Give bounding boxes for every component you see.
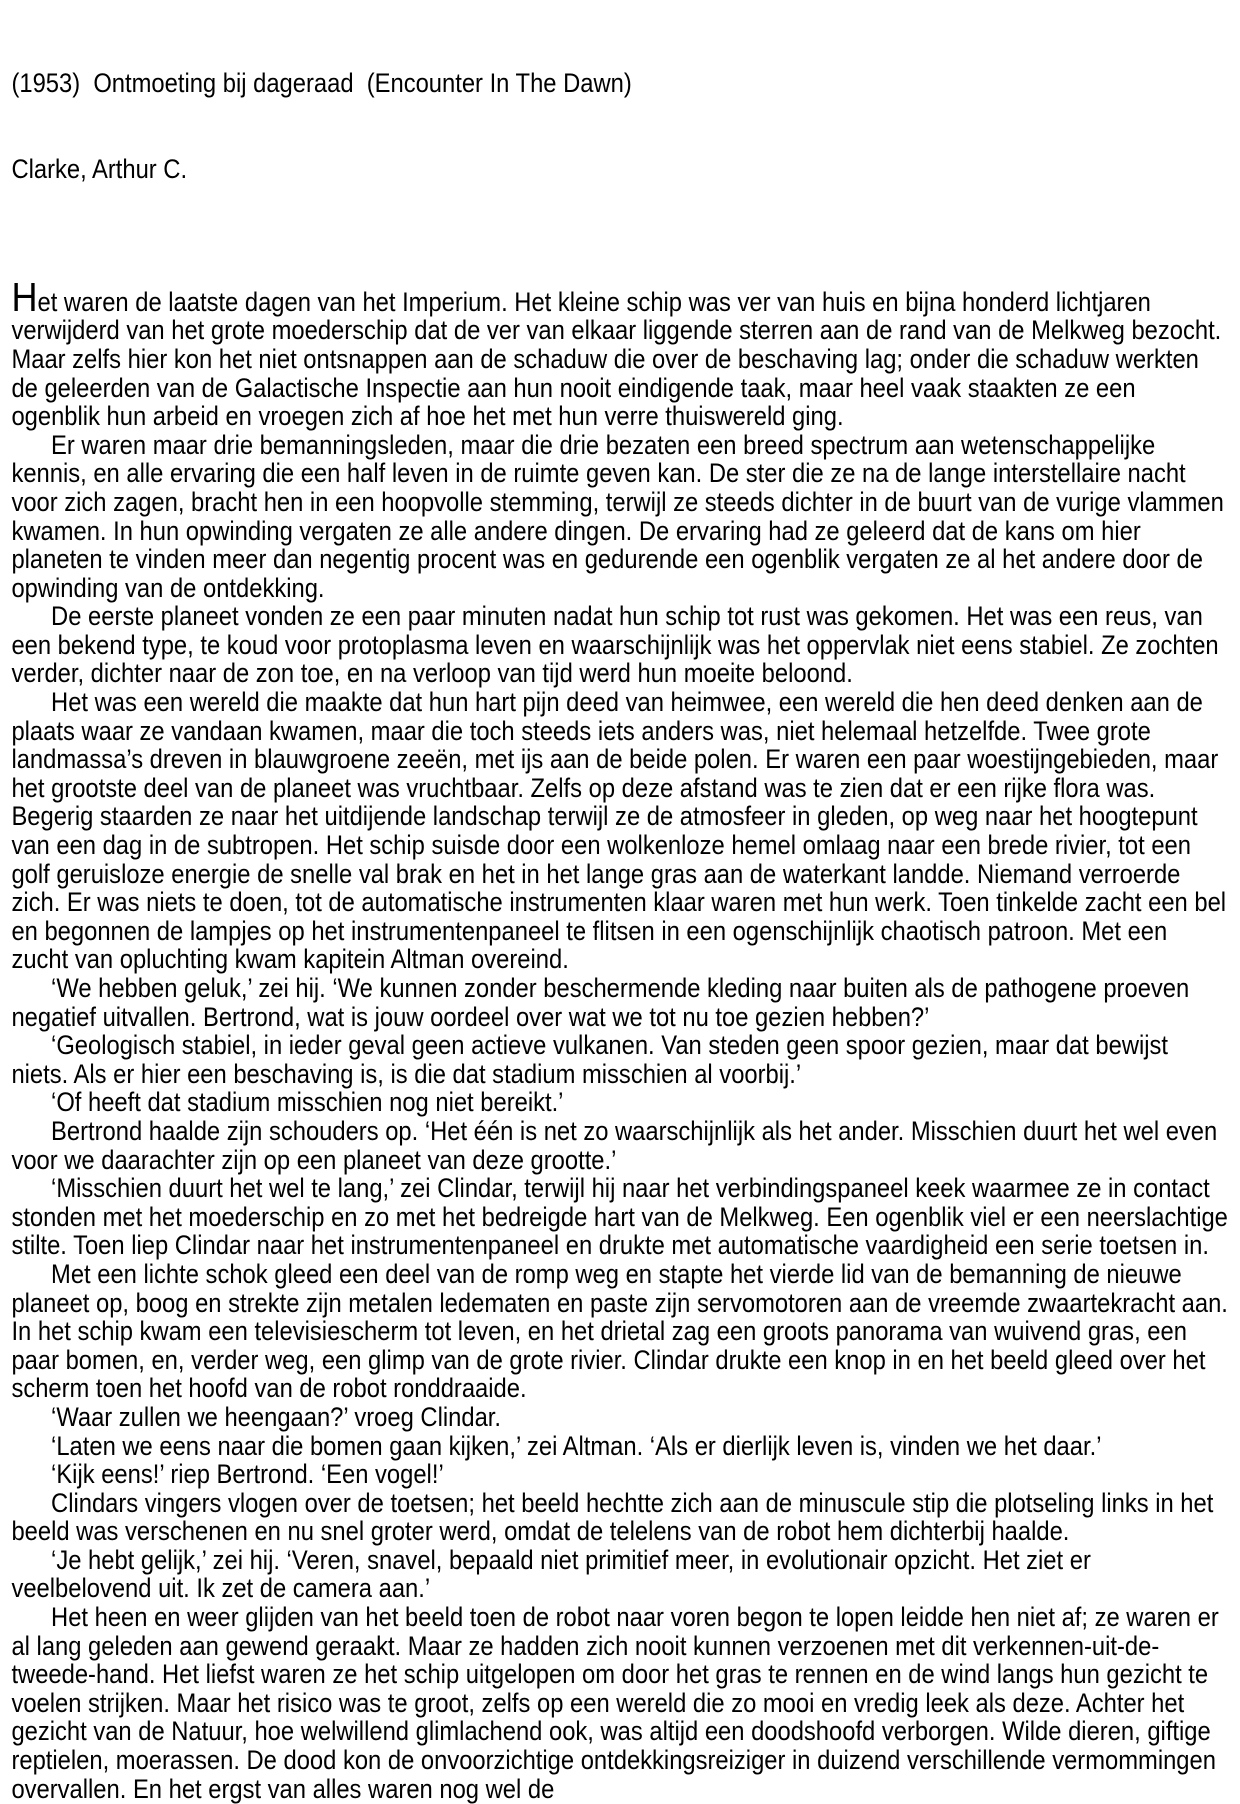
- paragraph-list: [11, 431, 1229, 1804]
- paragraph: Het was een wereld die maakte dat hun hart pijn deed van heimwee, een wereld die hen deed denken aan de plaats waar ze vandaan kwamen, maar die toch steeds iets anders was, niet helemaal hetzelfde. Twee grote landmassa’s dreven in blauwgroene zeeën, met ijs aan de beide polen. Er waren een paar woestijngebieden, maar het grootste deel van de planeet was vruchtbaar. Zelfs op deze afstand was te zien dat er een rijke flora was. Begerig staarden ze naar het uitdijende landschap terwijl ze de atmosfeer in gleden, op weg naar het hoogtepunt van een dag in de subtropen. Het schip suisde door een wolkenloze hemel omlaag naar een brede rivier, tot een golf geruisloze energie de snelle val brak en het in het lange gras aan de waterkant landde. Niemand verroerde zich. Er was niets te doen, tot de automatische instrumenten klaar waren met hun werk. Toen tinkelde zacht een bel en begonnen de lampjes op het instrumentenpaneel te flitsen in een ogenschijnlijk chaotisch patroon. Met een zucht van opluchting kwam kapitein Altman overeind.: [11, 687, 1227, 975]
- page-header: [11, 12, 1229, 241]
- paragraph: Het heen en weer glijden van het beeld toen de robot naar voren begon te lopen leidde hen niet af; ze waren er al lang geleden aan gewend geraakt. Maar ze hadden zich nooit kunnen verzoenen met dit verkennen-uit-de-tweede-hand. Het liefst waren ze het schip uitgelopen om door het gras te rennen en de wind langs hun gezicht te voelen strijken. Maar het risico was te groot, zelfs op een wereld die zo mooi en vredig leek als deze. Achter het gezicht van de Natuur, hoe welwillend glimlachend ook, was altijd een doodshoofd verborgen. Wilde dieren, giftige reptielen, moerassen. De dood kon de onvoorzichtige ontdekkingsreiziger in duizend verschillende vermommingen overvallen. En het ergst van alles waren nog wel de: [11, 1602, 1219, 1804]
- paragraph: Er waren maar drie bemanningsleden, maar die drie bezaten een breed spectrum aan wetenschappelijke kennis, en alle ervaring die een half leven in de ruimte geven kan. De ster die ze na de lange interstellaire nacht voor zich zagen, bracht hen in een hoopvolle stemming, terwijl ze steeds dichter in de buurt van de vurige vlammen kwamen. In hun opwinding vergaten ze alle andere dingen. De ervaring had ze geleerd dat de kans om hier planeten te vinden meer dan negentig procent was en gedurende een ogenblik vergaten ze al het andere door de opwinding van de ontdekking.: [11, 429, 1224, 603]
- paragraph: Bertrond haalde zijn schouders op. ‘Het één is net zo waarschijnlijk als het ander. Misschien duurt het wel even voor we daarachter zijn op een planeet van deze grootte.’: [11, 1115, 1218, 1175]
- paragraph: ‘Waar zullen we heengaan?’ vroeg Clindar.: [51, 1401, 501, 1432]
- paragraph: Clindars vingers vlogen over de toetsen; het beeld hechtte zich aan de minuscule stip die plotseling links in het beeld was verschenen en nu snel groter werd, omdat de telelens van de robot hem dichterbij haalde.: [11, 1487, 1214, 1547]
- paragraph: ‘Je hebt gelijk,’ zei hij. ‘Veren, snavel, bepaald niet primitief meer, in evolutionair opzicht. Het ziet er veelbelovend uit. Ik zet de camera aan.’: [11, 1544, 1091, 1604]
- title-line: (1953) Ontmoeting bij dageraad (Encounter In The Dawn): [11, 68, 632, 99]
- paragraph: ‘We hebben geluk,’ zei hij. ‘We kunnen zonder beschermende kleding naar buiten als de pathogene proeven negatief uitvallen. Bertrond, wat is jouw oordeel over wat we tot nu toe gezien hebben?’: [11, 973, 1190, 1032]
- paragraph: ‘Misschien duurt het wel te lang,’ zei Clindar, terwijl hij naar het verbindingspaneel keek waarmee ze in contact stonden met het moederschip en zo met het bedreigde hart van de Melkweg. Een ogenblik viel er een neerslachtige stilte. Toen liep Clindar naar het instrumentenpaneel en drukte met automatische vaardigheid een serie toetsen in.: [11, 1173, 1228, 1261]
- paragraph: Met een lichte schok gleed een deel van de romp weg en stapte het vierde lid van de bemanning de nieuwe planeet op, boog en strekte zijn metalen ledematen en paste zijn servomotoren aan de vreemde zwaartekracht aan. In het schip kwam een televisiescherm tot leven, en het drietal zag een groots panorama van wuivend gras, een paar bomen, en, verder weg, een glimp van de grote rivier. Clindar drukte een knop in en het beeld gleed over het scherm toen het hoofd van de robot ronddraaide.: [11, 1258, 1228, 1404]
- story-text: [11, 273, 1229, 1804]
- opening-paragraph-text: et waren de laatste dagen van het Imperium. Het kleine schip was ver van huis en bijna honderd lichtjaren verwijderd van het grote moederschip dat de ver van elkaar liggende sterren aan de rand van de Melkweg bezocht. Maar zelfs hier kon het niet ontsnappen aan de schaduw die over de beschaving lag; onder die schaduw werkten de geleerden van de Galactische Inspectie aan hun nooit eindigende taak, maar heel vaak staakten ze een ogenblik hun arbeid en vroegen zich af hoe het met hun verre thuiswereld ging.: [11, 286, 1222, 432]
- paragraph: ‘Of heeft dat stadium misschien nog niet bereikt.’: [51, 1087, 564, 1118]
- paragraph: ‘Geologisch stabiel, in ieder geval geen actieve vulkanen. Van steden geen spoor gezien, maar dat bewijst niets. Als er hier een beschaving is, is die dat stadium misschien al voorbij.’: [11, 1030, 1169, 1089]
- drop-cap-letter: H: [11, 273, 38, 320]
- opening-paragraph: [11, 273, 1229, 432]
- paragraph: ‘Kijk eens!’ riep Bertrond. ‘Een vogel!’: [51, 1459, 444, 1490]
- author-line: Clarke, Arthur C.: [11, 153, 188, 184]
- paragraph: ‘Laten we eens naar die bomen gaan kijken,’ zei Altman. ‘Als er dierlijk leven is, vinden we het daar.’: [51, 1430, 1102, 1461]
- paragraph: De eerste planeet vonden ze een paar minuten nadat hun schip tot rust was gekomen. Het was een reus, van een bekend type, te koud voor protoplasma leven en waarschijnlijk was het oppervlak niet eens stabiel. Ze zochten verder, dichter naar de zon toe, en na verloop van tijd werd hun moeite beloond.: [11, 601, 1219, 689]
